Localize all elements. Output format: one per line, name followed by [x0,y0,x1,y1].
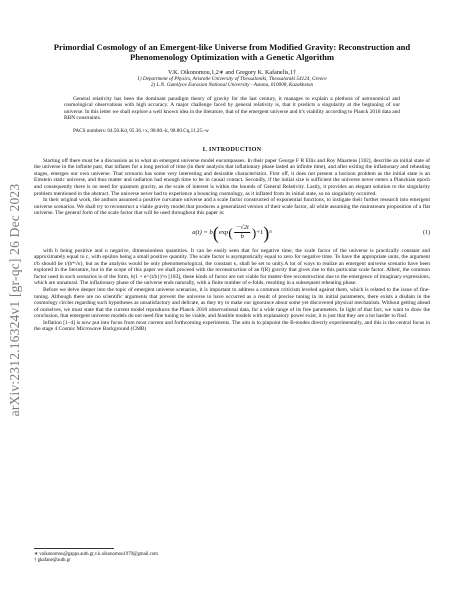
section-heading-introduction: I. INTRODUCTION [202,146,262,153]
arxiv-identifier-text: arXiv:2312.16324v1 [gr-qc] 26 Dec 2023 [7,183,22,417]
intro-paragraph-1: Starting off there must be a discussion as to what an emergent universe model encompasses. In their paper George F R Ellis and Roy Maartens [182], describe an initial state of the universe in the infinite past, that inflates for a long period of time (in their analysis that inflationary phase lasted an infinite time), and after exiting the inflationary and reheating stages, emerges our own universe. That scenario has some very interesting and desirable characteristics. First off, it does not present a horizon problem as the initial state is an Einstein static universe, and thus matter and radiation had enough time to be in causal contact. Secondly, if the initial size is sufficient the universe never enters a Planckian epoch and consequently there is no need for quantum gravity, as the scale of interest is within the bounds of General Relativity. Lastly, it provides an elegant solution to the singularity problem mentioned in the abstract. The universe never had to experience a bouncing cosmology, as it inflated from its initial state, so no singularity occurred. [34,157,430,197]
paper-page [34,42,430,333]
paper-title: Primordial Cosmology of an Emergent-like Universe from Modified Gravity: Reconstruction and Phenomenology Optimization with a Genetic Algorithm [53,42,411,63]
fraction-denominator: b [240,233,244,241]
intro-paragraph-3: with b being positive and n negative, dimensionless quantities. It can be easily seen that for negative time, the scale factor of the universe is practically constant and approximately equal to c, with epsilon being a small positive quantity. The scale factor is asymptotically equal to zero for negative time. To have the appropriate units, the argument t/b should be t/(b*√κ), but as the analysis would be only phenomenological, the constant κ, shall be set to unity.A lot of ways to realize an emergent universe scenario have been explored in the literature, but in the scope of this paper we shall proceed with the reconstruction of an f(R) gravity that gives rise to this particular scale factor. Albeit, the common factor used in such scenarios is of the form, b(1 + e^{t/b})^n [183], these kinds of factor are not viable for matter-free reconstruction due to the emergence of imaginary expressions, which are unnatural. The inflationary phase of the universe ends naturally, with a finite number of e-folds, resulting in a subsequent reheating phase. [34,247,430,287]
close-paren: ) [263,222,270,243]
abstract: General relativity has been the dominant paradigm theory of gravity for the last century, it manages to explain a plethora of astronomical and cosmological observations with high accuracy. A major challenge faced by general relativity is, that it predicts a singularity at the beginning of our universe. In this letter we shall explore a well known idea in the literature, that of the emergent universe and it's viability according to Planck 2018 data and BBN constraints. [64,95,400,122]
intro-paragraph-4: Before we delve deeper into the topic of emergent universe scenarios, it is important to address a common criticism leveled against them, which is related to the issue of fine-tuning. Although there are no scientific arguments that prevent the universe to have occurred as a result of precise tuning in its initial parameters, there exists a disdain in the cosmology circles regarding such hypotheses as unsatisfactory and delicate, as they try to make our ignorance about some yet discovered physical mechanism. Without getting ahead of ourselves, we must state that the current model reproduces the Planck 2018 observational data, for a wide range of its free parameters. In light of that fact, we want to draw the conclusion, that emergent universe models do not need fine tuning to be viable, and feasible models with explanatory power exist, it is just that they are a lot harder to find. [34,287,430,320]
equation-1 [34,220,430,246]
close-paren-inner: ) [251,225,257,241]
intro-paragraph-2: In their original work, the authors assumed a positive curvature universe and a scale factor constructed of exponential functions, to instigate their further research into emergent universe scenarios. We shall try to reconstruct a viable gravity model that produces a generalized version of their scale factor, all while assuming the mainstream proposition of a flat universe. The general form of the scale factor that will be used throughout this paper is: [34,197,430,217]
affiliation-1: 1) Department of Physics, Aristotle University of Thessaloniki, Thessaloniki 54124, Greece [137,75,327,82]
exponent-fraction [235,224,250,241]
footnotes [34,548,430,564]
equation-body [192,224,272,242]
equation-number: (1) [423,229,430,236]
plus-one: +1 [256,229,264,237]
equation-lhs: a(t) = b [192,229,213,237]
footnote-email-2: † gkafane@auth.gr [34,558,71,564]
affiliation-2: 2) L.N. Gumilyov Eurasian National University - Astana, 010008, Kazakhstan [150,82,314,89]
pacs-numbers: PACS numbers: 04.50.Kd, 95.36.+x, 98.80.-k, 98.80.Cq,11.25.-w [73,127,209,134]
footnote-rule [34,548,114,549]
footnote-email-1: ∗ voikonomou@gapps.auth.gr,v.k.oikonomou1979@gmail.com [34,552,158,557]
exp-function: exp [218,229,229,237]
open-paren: ( [212,222,219,243]
author-list: V.K. Oikonomou,1,2∗ and Gregory K. Kafanelis,1† [167,69,297,76]
open-paren-inner: ( [228,225,233,241]
exponent-n: n [269,230,272,236]
fraction-numerator: −√2t [235,224,249,232]
arxiv-identifier-stamp [4,150,26,450]
intro-paragraph-5: Inflation [1–4] is now put into focus from most current and forthcoming experiments. The aim is to pinpoint the B-modes directly experimentally, and this is the central focus in the stage 4 Cosmic Microwave Background (CMB) [34,319,430,333]
